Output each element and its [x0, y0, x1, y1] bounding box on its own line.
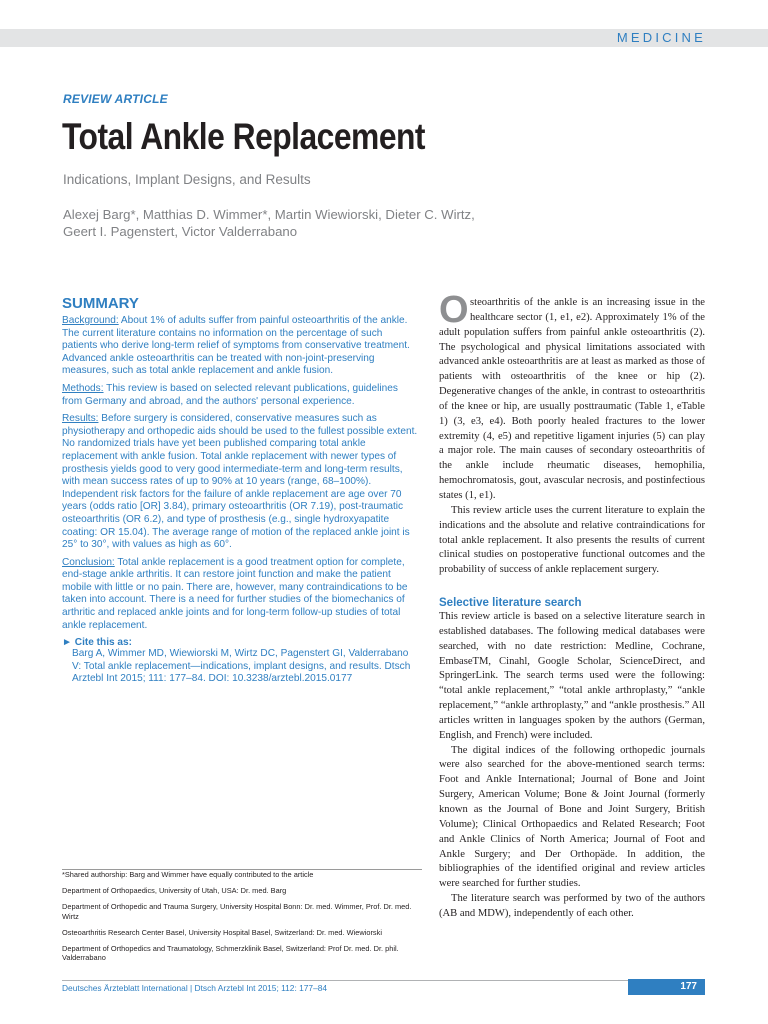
- body-paragraph: The digital indices of the following orthopedic journals were also searched for the above-mentioned search terms: Foot and Ankle International; Journal of Bone and Joint Surgery, American Volume; Bone & Joint Journal (formerly known as the Journal of Bone and Joint Surgery, British Volume); Clinical Orthopaedics and Related Research; Foot and Ankle Clinics of North America; Journal of Foot and Ankle Surgery; and Der Orthopäde. In addition, the bibliographies of the identified original and review articles were searched for further studies.: [439, 744, 705, 890]
- article-type: REVIEW ARTICLE: [63, 92, 168, 106]
- body-paragraph: This review article is based on a selective literature search in established databases. The following medical databases were searched, with no date restriction: Medline, Cochrane, EmbaseTM, Cinahl, Google Scholar, ScienceDirect, and SpringerLink. The search terms used were the following: “total ankle replacement,” “total ankle arthroplasty,” “ankle replacement,” “ankle arthroplasty,” and “ankle prosthesis.” All articles written in languages spoken by the authors (German, English, and French) were included.: [439, 611, 705, 741]
- page-number: 177: [680, 981, 697, 992]
- summary-results: [62, 413, 418, 552]
- authors-line-2: Geert I. Pagenstert, Victor Valderrabano: [63, 224, 298, 239]
- methods-text: This review is based on selected relevant publications, guidelines from Germany and abroad, and the authors' personal experience.: [62, 382, 398, 407]
- summary-conclusion: [62, 557, 418, 633]
- author-list: [63, 206, 533, 240]
- article-title: Total Ankle Replacement: [62, 116, 426, 157]
- footnote: Department of Orthopedic and Trauma Surgery, University Hospital Bonn: Dr. med. Wimmer, Prof. Dr. med. Wirtz: [62, 902, 412, 921]
- body-paragraph-text: steoarthritis of the ankle is an increasing issue in the healthcare sector (1, e1, e2). Approximately 1% of the adult population suffers from painful ankle osteoarthritis (2). The psychological and physical limitations associated with advanced ankle osteoarthritis are at least as marked as those of patients with osteoarthritis of the knee or hip (2). Degenerative changes of the ankle, in contrast to osteoarthritis of the knee or hip, are usually posttraumatic (Table 1, eTable 1) (3, e3, e4). Both poorly healed fractures to the lower extremity (4, e5) and repetitive ligament injuries (5) can play a major role. The main causes of secondary osteoarthritis of the ankle include rheumatic diseases, hemophilia, hemochromatosis, gout, avascular necrosis, and postinfectious states (1, e1).: [439, 297, 705, 501]
- footer-journal: Deutsches Ärzteblatt International | Dtsch Arztebl Int 2015; 112: 177–84: [62, 983, 328, 993]
- conclusion-label: Conclusion:: [62, 556, 115, 568]
- body-paragraph: This review article uses the current literature to explain the indications and the absolute and relative contraindications for total ankle replacement. It also presents the results of current clinical studies on postoperative functional outcomes and the probability of success of ankle replacement surgery.: [439, 504, 705, 576]
- results-label: Results:: [62, 413, 99, 425]
- summary-background: [62, 315, 418, 378]
- cite-text: Barg A, Wimmer MD, Wiewiorski M, Wirtz DC, Pagenstert GI, Valderrabano V: Total ankle replacement—indications, implant designs, and results. Dtsch Arztebl Int 2015; 111: 177–84. DOI: 10.3238/arztebl.2015.0177: [72, 648, 411, 685]
- results-text: Before surgery is considered, conservative measures such as physiotherapy and orthopedic aids should be used to the fullest possible extent. No randomized trials have yet been published comparing total ankle replacement with ankle fusion. Total ankle replacement with newer types of prosthesis yields good to very good intermediate-term and long-term results, with mean success rates of up to 90% at 10 years (range, 68–100%). Independent risk factors for the failure of ankle replacement are age over 70 years (odds ratio [OR] 3.84), primary osteoarthritis (OR 7.19), post-traumatic osteoarthritis (OR 6.2), and type of prosthesis (e.g., single hydroxyapatite coating: OR 15.04). The average range of motion of the replaced ankle joint is 25° to 30°, with values as high as 60°.: [62, 413, 418, 551]
- footnotes: [62, 869, 422, 969]
- cite-heading: ► Cite this as:: [62, 637, 133, 649]
- footer-rule: [62, 980, 705, 981]
- methods-label: Methods:: [62, 382, 104, 394]
- summary-heading: SUMMARY: [62, 295, 139, 312]
- conclusion-text: Total ankle replacement is a good treatment option for complete, end-stage ankle arthritis. It can restore joint function and make the patient mobile with little or no pain. There are, however, many contraindications to be taken into account. There is a need for further studies of the biomechanics of arthritic and replaced ankle joints and for long-term follow-up studies of total ankle replacement.: [62, 556, 408, 631]
- body-paragraph: [439, 289, 705, 504]
- footnote: *Shared authorship: Barg and Wimmer have equally contributed to the article: [62, 870, 314, 879]
- page-number-box: [628, 979, 705, 995]
- body-paragraph: The literature search was performed by two of the authors (AB and MDW), independently of each other.: [439, 893, 705, 919]
- section-label: MEDICINE: [616, 30, 706, 45]
- summary-methods: [62, 383, 418, 408]
- summary-box: [62, 295, 418, 686]
- background-text: About 1% of adults suffer from painful osteoarthritis of the ankle. The current literature contains no information on the percentage of such patients who derive long-term relief of symptoms from conservative treatment. Advanced ankle osteoarthritis can be treated with non-joint-preserving measures, such as total ankle replacement and ankle fusion.: [62, 315, 410, 377]
- drop-cap: O: [439, 289, 469, 331]
- article-subtitle: Indications, Implant Designs, and Results: [63, 172, 311, 187]
- authors-line-1: Alexej Barg*, Matthias D. Wimmer*, Martin Wiewiorski, Dieter C. Wirtz,: [63, 207, 475, 222]
- footnote: Department of Orthopaedics, University of Utah, USA: Dr. med. Barg: [62, 886, 287, 896]
- body-column: [439, 289, 705, 922]
- section-heading: Selective literature search: [439, 597, 582, 610]
- footnote: Osteoarthritis Research Center Basel, University Hospital Basel, Switzerland: Dr. med. Wiewiorski: [62, 927, 382, 937]
- background-label: Background:: [62, 315, 119, 326]
- footnote: Department of Orthopedics and Traumatology, Schmerzklinik Basel, Switzerland: Prof Dr. med. Dr. phil. Valderrabano: [62, 944, 399, 963]
